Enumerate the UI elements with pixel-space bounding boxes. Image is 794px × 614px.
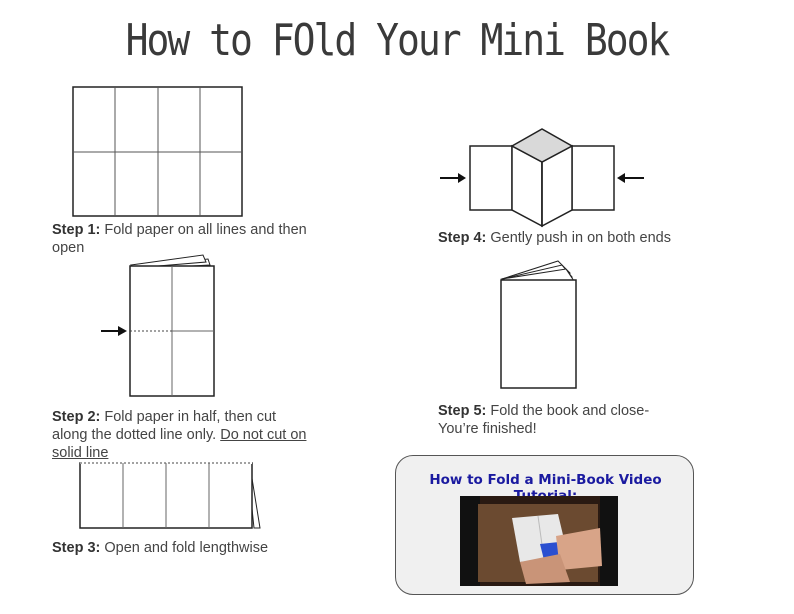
step4-text: Step 4: Gently push in on both ends [438,230,671,246]
step4-diagram [440,128,650,228]
step5-text: Step 5: Fold the book and close- You’re finished! [438,403,650,437]
video-title: How to Fold a Mini-Book Video [429,472,662,488]
step3-text: Step 3: Open and fold lengthwise [52,540,269,556]
step2-text: Step 2: Fold paper in half, then cut along the dotted line only. Do not cut on solid line [52,409,307,461]
video-thumbnail[interactable] [460,496,618,586]
video-tutorial-box[interactable] [395,455,694,595]
step5-diagram [498,255,580,391]
step1-text: Step 1: Fold paper on all lines and then open [52,222,307,256]
step1-diagram [72,86,244,218]
step2-diagram [98,255,218,400]
step3-diagram [78,460,268,535]
page-title: How to FOld Your Mini Book [125,14,669,66]
